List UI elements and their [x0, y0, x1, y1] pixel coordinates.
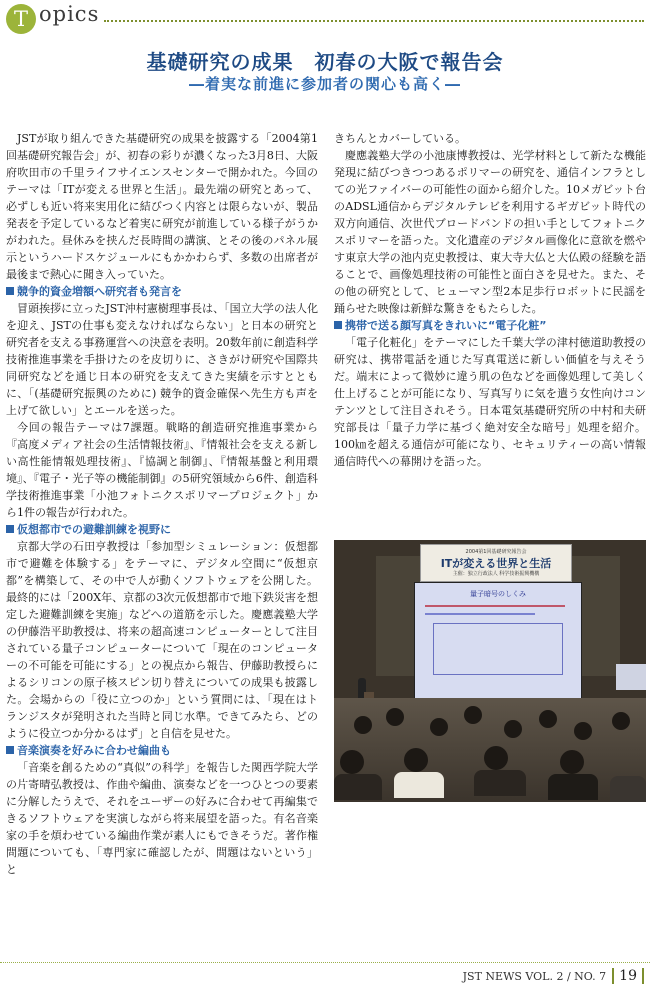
page-footer: [463, 968, 644, 984]
banner-sub-text: 主催：独立行政法人 科学技術振興機構: [452, 571, 540, 577]
body-paragraph: 冒頭挨拶に立ったJST沖村憲樹理事長は、「国立大学の法人化を迎え、JSTの仕事も変えなければならない」と日本の研究と研究者を支える事務運営への決意を表明。20数年前に創造科学技術推進事業を手掛けたのを皮切りに、さきがけ研究や国際共同研究などを通じ日本の研究を支えてきた実績を示すとともに、「(基礎研究振興のために) 競争的資金確保へ先生方も声を上げて欲しい」とエールを送った。: [6, 302, 318, 417]
topics-logo-word: opics: [39, 2, 100, 26]
topics-header: [0, 0, 650, 40]
right-column: [334, 130, 646, 470]
banner-main-text: ITが変える世界と生活: [440, 557, 552, 570]
topics-logo-circle: T: [6, 4, 36, 34]
screen-diagram: [433, 623, 563, 675]
audience-head: [539, 710, 557, 728]
audience: [334, 698, 646, 802]
screen-line: [425, 613, 535, 615]
audience-head: [574, 722, 592, 740]
body-paragraph: 京都大学の石田亨教授は「参加型シミュレーション：仮想都市で避難を体験する」をテーマに、デジタル空間に“仮想京都”を構築して、その中で人が動くソフトウェアを公開した。最終的には「200X年、京都の3次元仮想都市で地下鉄災害を想定した避難訓練を実施」などへの道筋を示した。慶應義塾大学の伊藤浩平助教授は、将来の超高速コンピューターとして注目されている量子コンピューターについて「現在のコンピューターの不可能を可能にする」との視点から報告、伊藤助教授らによるシリコンの原子核スピン切り替えについての成果も披露した。会場からの「役に立つのか」という質問には、「現在はトランジスタが発明された当時と同じ水準。できてみたら、どのように役立つか分かるはず」と自信を見せた。: [6, 540, 318, 740]
audience-head: [430, 718, 448, 736]
audience-body: [334, 774, 382, 800]
screen-line: [425, 605, 565, 607]
side-screen: [616, 664, 646, 690]
audience-head: [464, 706, 482, 724]
square-bullet-icon: [6, 287, 14, 295]
audience-head: [404, 748, 428, 772]
audience-body: [548, 774, 598, 800]
section-heading: 音楽演奏を好みに合わせ編曲も: [6, 742, 318, 759]
audience-head: [560, 750, 584, 774]
banner-top-text: 2004第1回基礎研究報告会: [465, 549, 527, 555]
intro-paragraph: JSTが取り組んできた基礎研究の成果を披露する「2004第1回基礎研究報告会」が、初春の彩りが濃くなった3月8日、大阪府吹田市の千里ライフサイエンスセンターで開かれた。今回のテーマは「ITが変える世界と生活」。最先端の研究とあって、必ずしも近い将来実用化に結びつく内容とは限らないが、製品発表を予定しているなど着実に研究が前進している様子がうかがわれた。昼休みを挟んだ長時間の講演、とその後のパネル展示というハードスケジュールにもかかわらず、多数の出席者が最後まで熱心に聞き入っていた。: [6, 132, 318, 281]
section-heading: 仮想都市での避難訓練を視野に: [6, 521, 318, 538]
continued-paragraph: きちんとカバーしている。: [334, 132, 466, 145]
article-subtitle: ―着実な前進に参加者の関心も高く―: [188, 75, 461, 93]
page-number: 19: [612, 968, 644, 984]
square-bullet-icon: [6, 525, 14, 533]
audience-head: [340, 750, 364, 774]
square-bullet-icon: [334, 321, 342, 329]
projection-screen: [414, 582, 582, 702]
screen-title: 量子暗号のしくみ: [470, 590, 526, 598]
section-heading: 競争的資金増額へ研究者も発言を: [6, 283, 318, 300]
article-title: 基礎研究の成果 初春の大阪で報告会: [146, 50, 504, 74]
footer-rule: [0, 962, 650, 963]
section-heading: 携帯で送る顔写真をきれいに“電子化粧”: [334, 317, 646, 334]
publication-label: JST NEWS VOL. 2 / NO. 7: [462, 970, 607, 983]
audience-head: [354, 716, 372, 734]
event-photo: [334, 540, 646, 802]
body-paragraph: 慶應義塾大学の小池康博教授は、光学材料として新たな機能発現に結びつきつつあるポリマーの研究を、通信インフラとしての光ファイバーの可能性の面から紹介した。10メガビット台のADSL通信からデジタルテレビを利用するギガビット時代の双方向通信、次世代ブロードバンドの担い手としてフォトニクスポリマーを語った。文化遺産のデジタル画像化に意欲を燃やす東京大学の池内克史教授は、東大寺大仏と大仏殿の経験を語ることで、画像処理技術の可能性と面白さを見せた。また、その他の研究として、ヒューマン型2本足歩行ロボットに民謡を踊らせた映像は新鮮な驚きをもたらした。: [334, 149, 646, 315]
audience-body: [394, 772, 444, 798]
audience-head: [386, 708, 404, 726]
audience-head: [612, 712, 630, 730]
audience-body: [610, 776, 646, 802]
audience-head: [484, 746, 508, 770]
body-paragraph: 「電子化粧化」をテーマにした千葉大学の津村徳道助教授の研究は、携帯電話を通じた写真電送に新しい価値を与えそうだ。端末によって微妙に違う肌の色などを画像処理して美しく仕上げることが可能になり、写真写りに気を遣う女性向けコンテンツとして注目されそう。日本電気基礎研究所の中村和夫研究部長は「量子力学に基づく絶対安全な暗号」処理を紹介。100㎞を超える通信が可能になり、セキュリティーの高い情報通信時代への幕開けを語った。: [334, 336, 646, 468]
left-column: [6, 130, 318, 878]
body-paragraph: 今回の報告テーマは7課題。戦略的創造研究推進事業から『高度メディア社会の生活情報技術』、『情報社会を支える新しい高性能情報処理技術』、『協調と制御』、『情報基盤と利用環境』、『電子・光子等の機能制御』の5研究領域から6件、創造科学技術推進事業「小池フォトニクスポリマープロジェクト」から1件の報告が行われた。: [6, 421, 318, 519]
body-paragraph: 「音楽を創るための“真似”の科学」を報告した関西学院大学の片寄晴弘教授は、作曲や編曲、演奏などを一つひとつの要素に分解したうえで、それをユーザーの好みに合わせて再編集できるソフトウェアを実演しながら将来展望を語った。有名音楽家の手を煩わせている編曲作業が素人にもできそうだ。著作権問題についても、「専門家に確認したが、問題はないという」と: [6, 761, 318, 876]
event-banner: [420, 544, 572, 582]
square-bullet-icon: [6, 746, 14, 754]
header-dotted-rule: [104, 20, 644, 22]
audience-body: [474, 770, 526, 796]
audience-head: [504, 720, 522, 738]
